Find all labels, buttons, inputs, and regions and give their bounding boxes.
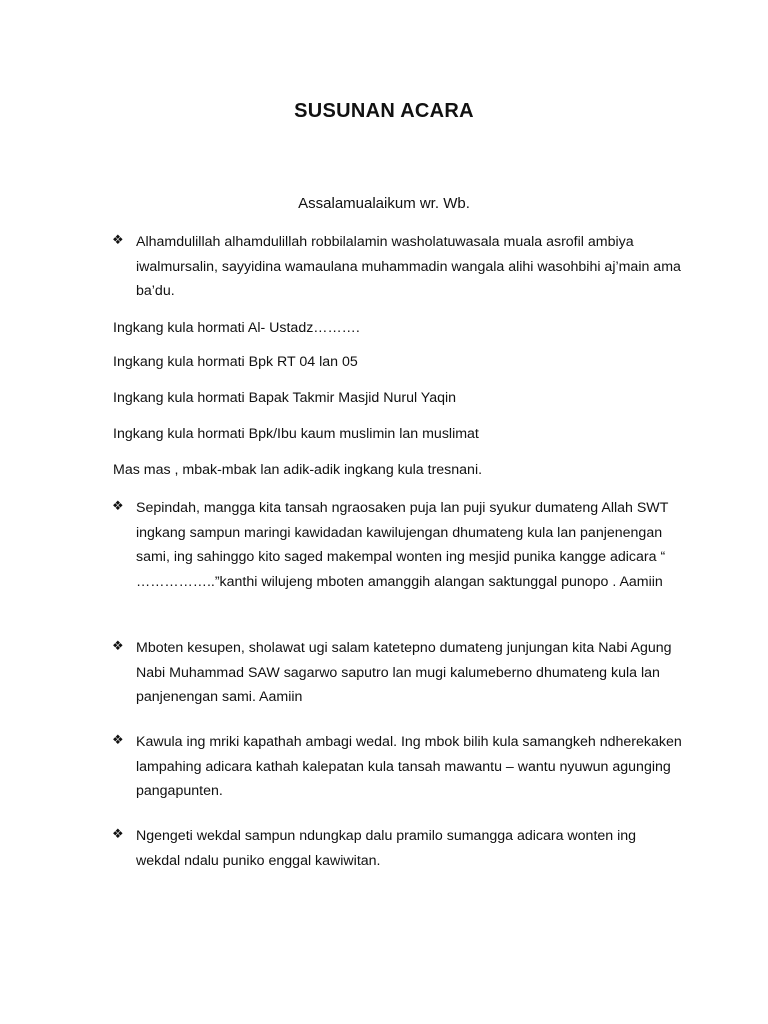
address-line: Mas mas , mbak-mbak lan adik-adik ingkang kula tresnani. — [113, 462, 483, 478]
bullet-text: Mboten kesupen, sholawat ugi salam katetepno dumateng junjungan kita Nabi Agung Nabi Muhammad SAW sagarwo saputro lan mugi kalumeberno dhumateng kula lan panjenengan sami. Aamiin — [136, 640, 672, 705]
bullet-text: Sepindah, mangga kita tansah ngraosaken puja lan puji syukur dumateng Allah SWT ingkang sampun maringi kawidadan kawilujengan dhumateng kula lan panjenengan sami, ing sahinggo kito saged makempal wonten ing mesjid punika kangge adicara “ ……………..”kanthi wilujeng mboten amanggih alangan saktunggal punopo . Aamiin — [136, 500, 669, 590]
diamond-bullet-icon: ❖ — [112, 826, 124, 841]
diamond-bullet-icon: ❖ — [112, 732, 124, 747]
respect-line: Ingkang kula hormati Bpk/Ibu kaum muslimin lan muslimat — [113, 426, 479, 442]
greeting: Assalamualaikum wr. Wb. — [298, 195, 470, 212]
bullet-text: Alhamdulillah alhamdulillah robbilalamin washolatuwasala muala asrofil ambiya iwalmursalin, sayyidina wamaulana muhammadin wangala alihi wasohbihi aj’main ama ba’du. — [136, 234, 681, 299]
bullet-text: Ngengeti wekdal sampun ndungkap dalu pramilo sumangga adicara wonten ing wekdal ndalu puniko enggal kawiwitan. — [136, 828, 637, 869]
respect-line: Ingkang kula hormati Al- Ustadz………. — [113, 320, 360, 336]
diamond-bullet-icon: ❖ — [112, 232, 124, 247]
respect-line: Ingkang kula hormati Bapak Takmir Masjid Nurul Yaqin — [113, 390, 457, 406]
document-title: SUSUNAN ACARA — [294, 100, 474, 122]
respect-line: Ingkang kula hormati Bpk RT 04 lan 05 — [113, 354, 358, 370]
diamond-bullet-icon: ❖ — [112, 498, 124, 513]
bullet-text: Kawula ing mriki kapathah ambagi wedal. Ing mbok bilih kula samangkeh ndherekaken lampahing adicara kathah kalepatan kula tansah mawantu – wantu nyuwun agunging pangapunten. — [136, 734, 682, 799]
diamond-bullet-icon: ❖ — [112, 638, 124, 653]
